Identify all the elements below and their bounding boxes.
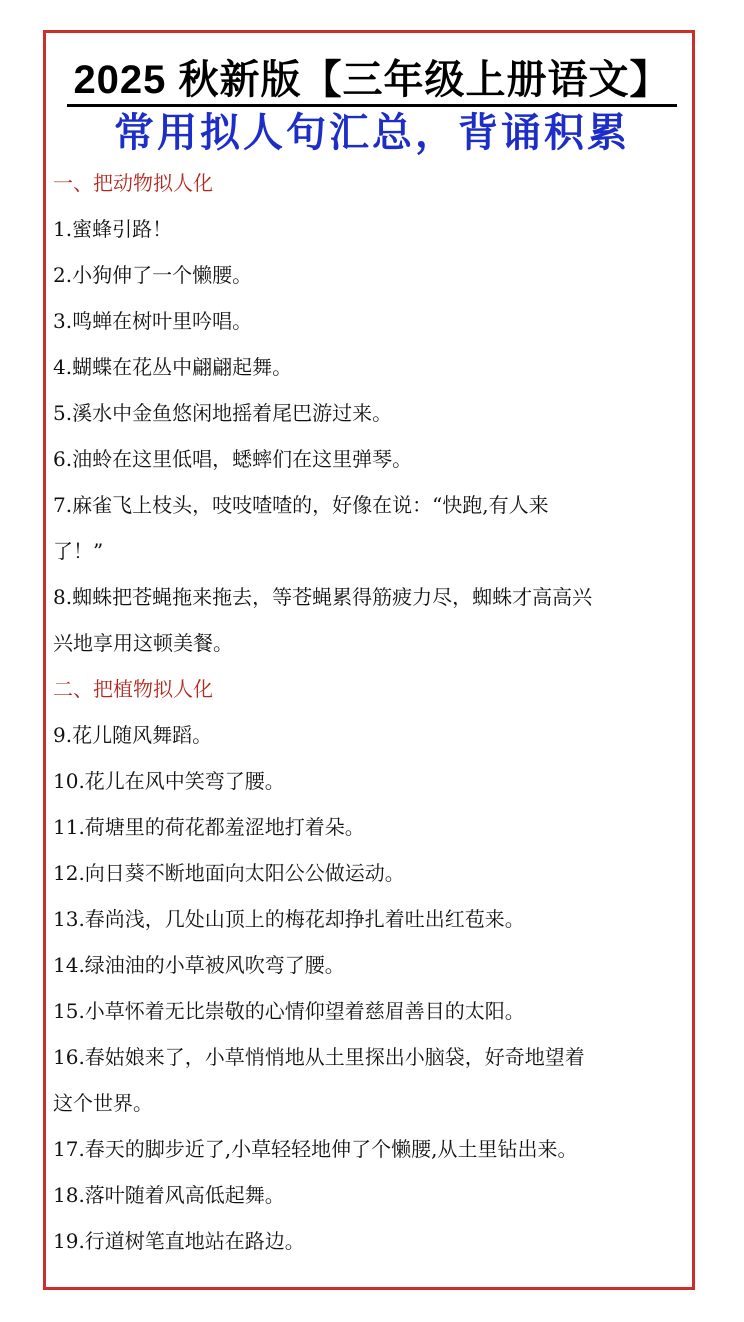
- list-item: 16.春姑娘来了，小草悄悄地从土里探出小脑袋，好奇地望着: [53, 1045, 585, 1069]
- page-subtitle: 常用拟人句汇总，背诵积累: [114, 111, 630, 155]
- list-item: 7.麻雀飞上枝头，吱吱喳喳的，好像在说：“快跑,有人来: [53, 493, 549, 517]
- list-item: 这个世界。: [53, 1091, 153, 1115]
- section-heading: 二、把植物拟人化: [53, 677, 213, 701]
- list-item: 19.行道树笔直地站在路边。: [53, 1229, 305, 1253]
- list-item: 17.春天的脚步近了,小草轻轻地伸了个懒腰,从土里钻出来。: [53, 1137, 578, 1161]
- list-item: 1.蜜蜂引路！: [53, 217, 173, 241]
- list-item: 了！”: [53, 539, 104, 563]
- page-title: [0, 56, 744, 104]
- list-item: 4.蝴蝶在花丛中翩翩起舞。: [53, 355, 293, 379]
- title-text: 2025 秋新版【三年级上册语文】: [67, 58, 676, 107]
- list-item: 6.油蛉在这里低唱，蟋蟀们在这里弹琴。: [53, 447, 413, 471]
- list-item: 10.花儿在风中笑弯了腰。: [53, 769, 285, 793]
- list-item: 18.落叶随着风高低起舞。: [53, 1183, 285, 1207]
- sentence-list: [53, 160, 693, 1264]
- list-item: 兴地享用这顿美餐。: [53, 631, 233, 655]
- list-item: 9.花儿随风舞蹈。: [53, 723, 213, 747]
- list-item: 12.向日葵不断地面向太阳公公做运动。: [53, 861, 405, 885]
- list-item: 3.鸣蝉在树叶里吟唱。: [53, 309, 253, 333]
- list-item: 14.绿油油的小草被风吹弯了腰。: [53, 953, 345, 977]
- list-item: 2.小狗伸了一个懒腰。: [53, 263, 253, 287]
- list-item: 5.溪水中金鱼悠闲地摇着尾巴游过来。: [53, 401, 393, 425]
- list-item: 11.荷塘里的荷花都羞涩地打着朵。: [53, 815, 365, 839]
- list-item: 13.春尚浅，几处山顶上的梅花却挣扎着吐出红苞来。: [53, 907, 525, 931]
- list-item: 8.蜘蛛把苍蝇拖来拖去，等苍蝇累得筋疲力尽，蜘蛛才高高兴: [53, 585, 593, 609]
- section-heading: 一、把动物拟人化: [53, 171, 213, 195]
- list-item: 15.小草怀着无比崇敬的心情仰望着慈眉善目的太阳。: [53, 999, 525, 1023]
